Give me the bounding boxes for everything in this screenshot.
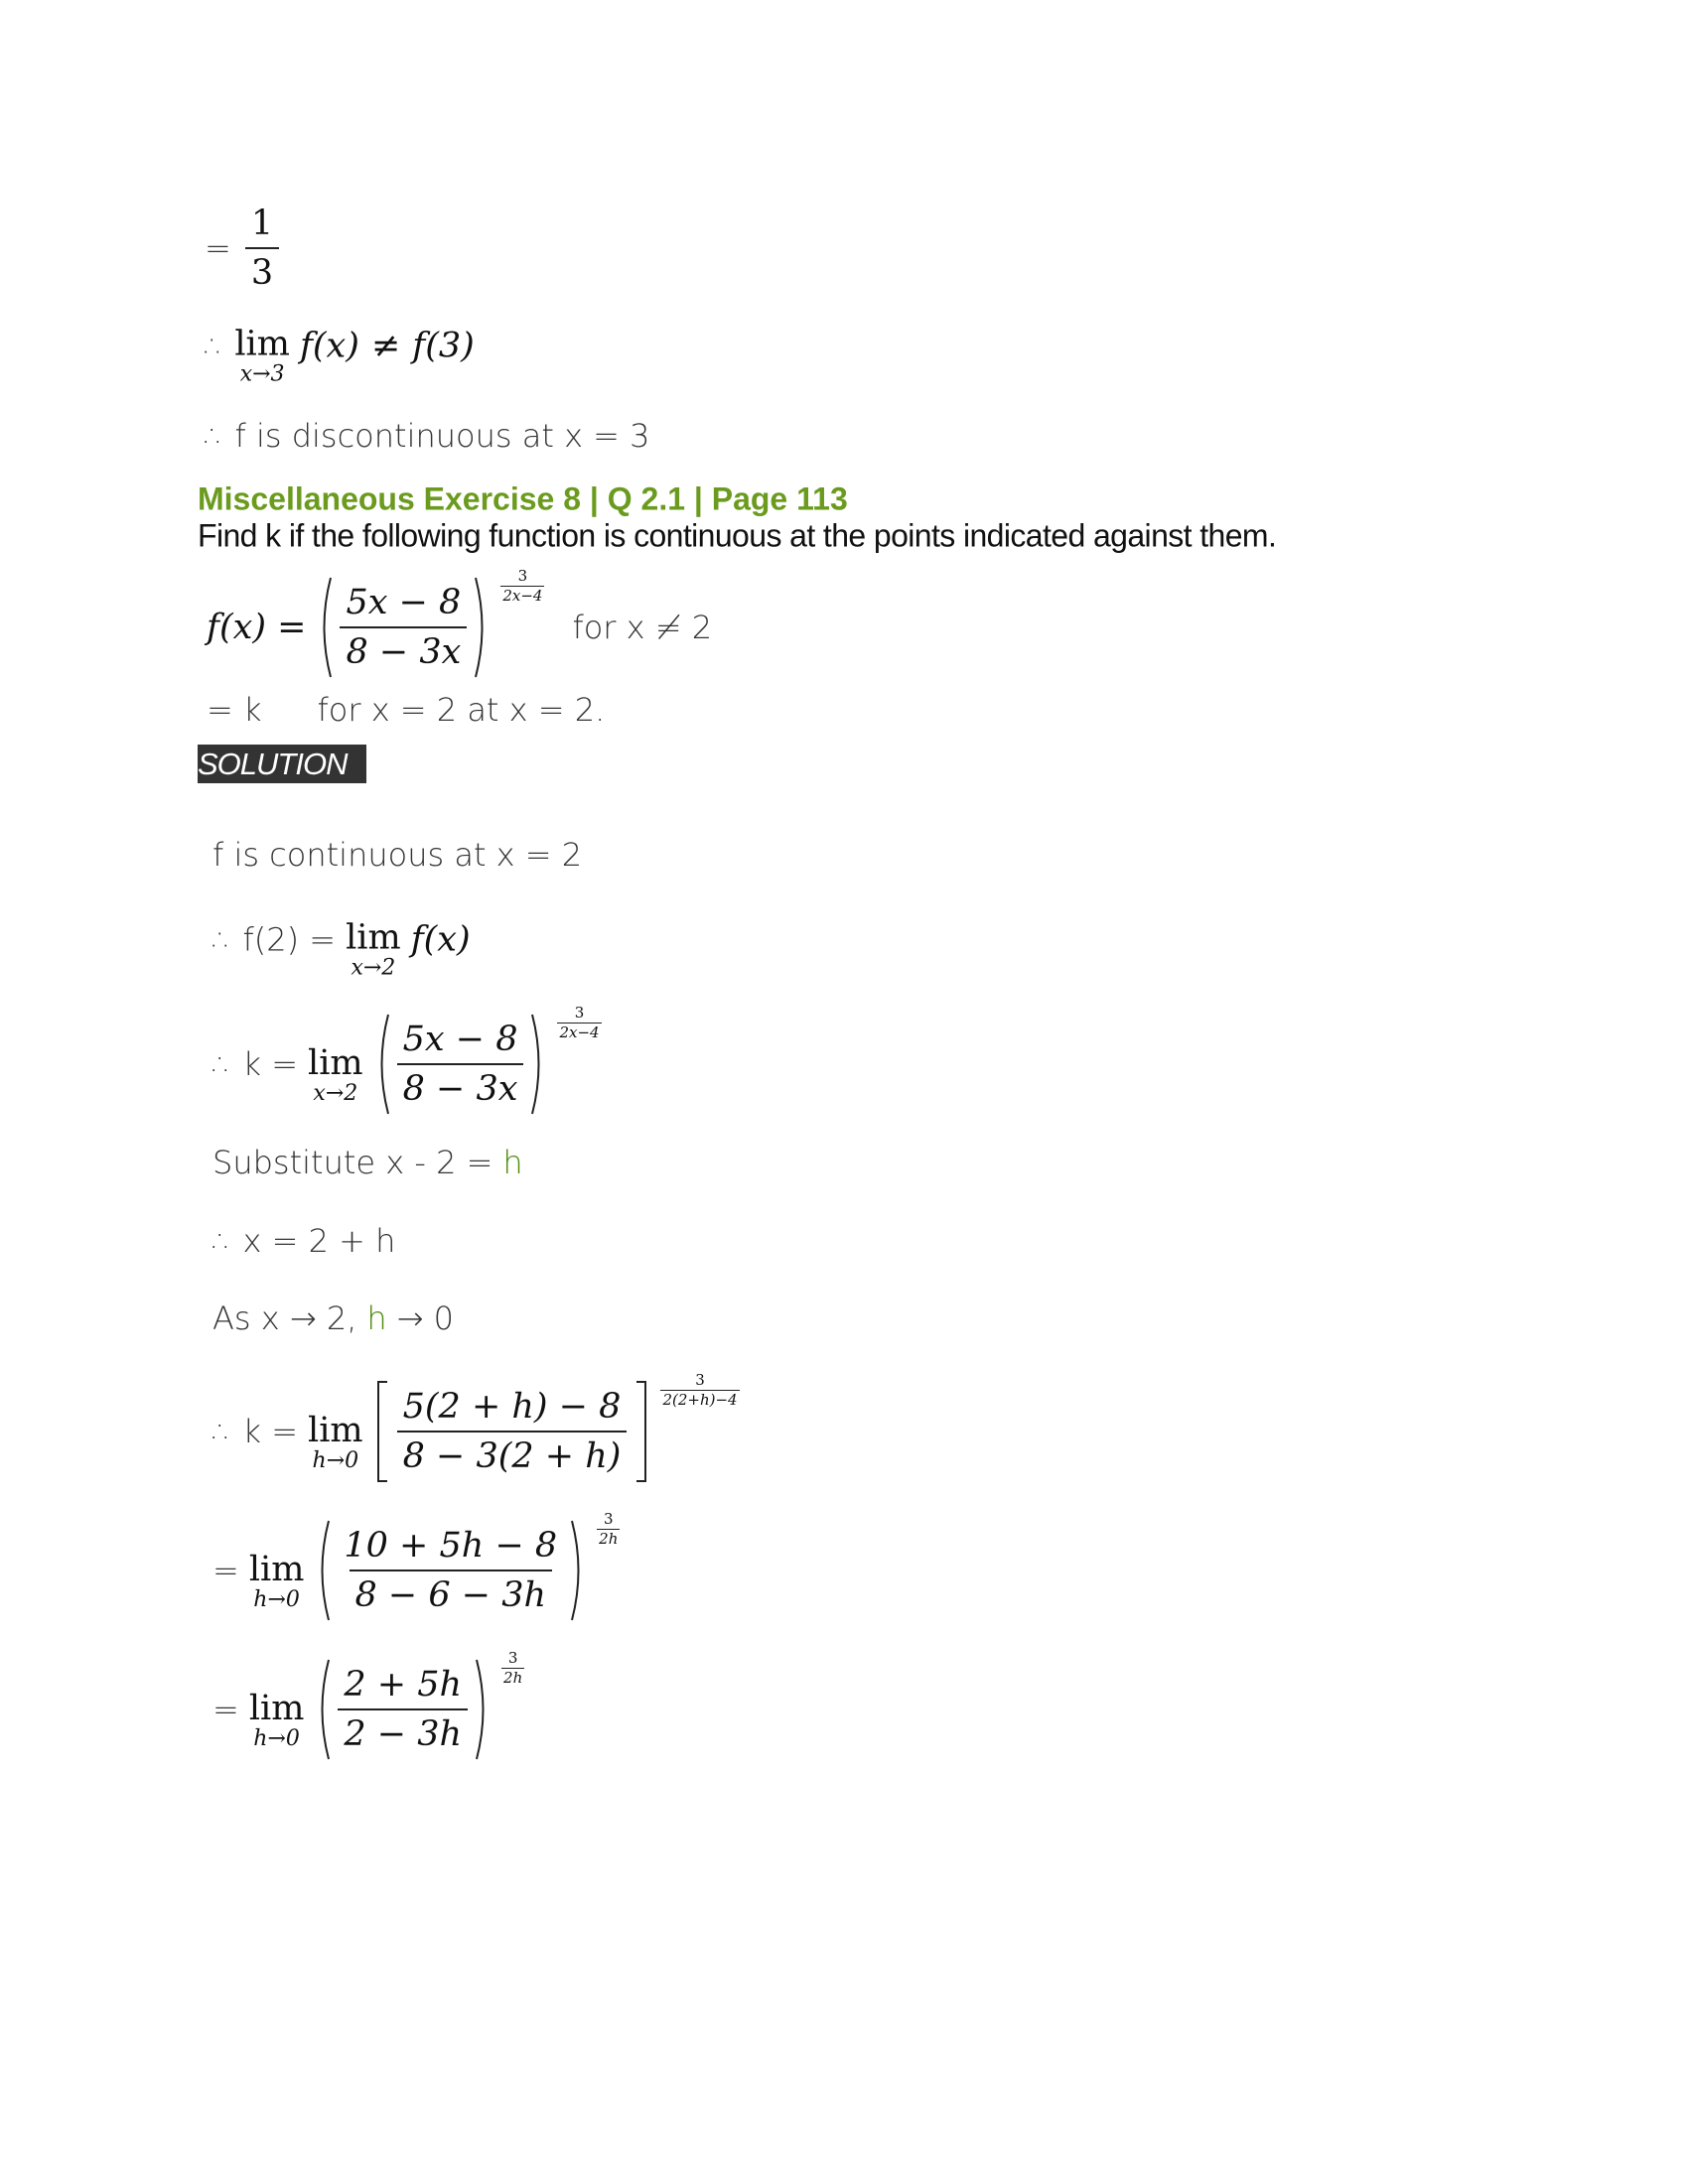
- limit: [248, 1549, 305, 1612]
- right-paren: [474, 1658, 492, 1761]
- limit-approach-line: [212, 1299, 454, 1337]
- exp-den: 2h: [599, 1529, 619, 1548]
- simplify-line-1: [212, 1510, 626, 1622]
- k-definition: [207, 691, 605, 729]
- exponent: [591, 1511, 626, 1547]
- exp-den: 2x−4: [559, 1023, 600, 1041]
- lim-label: lim: [234, 324, 290, 364]
- continuity-statement: f is continuous at x = 2: [212, 836, 583, 874]
- right-paren: [473, 576, 491, 679]
- numerator: 5(2 + h) − 8: [402, 1387, 622, 1427]
- numerator: 10 + 5h − 8: [344, 1526, 558, 1566]
- limit: [248, 1688, 305, 1751]
- limit: [234, 324, 290, 387]
- equals-sign: =: [212, 1691, 239, 1728]
- fx: f(x): [299, 326, 359, 365]
- denominator: 8 − 3x: [340, 626, 467, 672]
- exp-num: 3: [517, 567, 528, 585]
- exp-num: 3: [604, 1510, 614, 1528]
- lim-subscript: x→2: [313, 1080, 358, 1106]
- substitute-text: Substitute x - 2 =: [212, 1144, 493, 1181]
- exp-den: 2x−4: [502, 586, 543, 605]
- k-limit-line: [212, 1004, 608, 1116]
- limit: [308, 1410, 363, 1473]
- exp-num: 3: [695, 1371, 705, 1389]
- fx: f(x): [410, 919, 471, 959]
- as-text: As x → 2,: [212, 1299, 357, 1337]
- result-one-third: [205, 204, 285, 293]
- substitution-line: [212, 1144, 523, 1181]
- denominator: 2 − 3h: [338, 1708, 468, 1754]
- left-paren: [314, 1658, 332, 1761]
- lim-label: lim: [248, 1688, 305, 1728]
- discontinuous-conclusion: ∴ f is discontinuous at x = 3: [205, 417, 650, 455]
- exponent: [654, 1372, 745, 1408]
- denominator: 3: [245, 247, 279, 293]
- numerator: 2 + 5h: [344, 1665, 463, 1705]
- exp-den: 2(2+h)−4: [662, 1390, 738, 1409]
- lim-label: lim: [308, 1042, 363, 1083]
- f2-limit-line: [212, 899, 471, 980]
- equals-k: = k: [207, 691, 262, 729]
- fraction: [397, 1020, 524, 1109]
- numerator: 5x − 8: [346, 583, 462, 622]
- fraction: [245, 204, 279, 293]
- exp-num: 3: [507, 1649, 518, 1667]
- h-variable: h: [366, 1299, 387, 1337]
- right-paren: [569, 1519, 587, 1622]
- simplify-line-2: [212, 1649, 530, 1761]
- exponent: [494, 568, 550, 604]
- fraction: [397, 1387, 628, 1476]
- k-lhs: ∴ k =: [212, 1045, 299, 1083]
- left-paren: [316, 576, 334, 679]
- lim-subscript: h→0: [253, 1725, 300, 1751]
- fraction: [338, 1526, 563, 1615]
- fraction: [340, 583, 467, 672]
- solution-label: SOLUTION: [198, 745, 366, 783]
- lim-subscript: h→0: [312, 1447, 359, 1473]
- denominator: 8 − 6 − 3h: [350, 1570, 553, 1615]
- f3: f(3): [412, 326, 475, 365]
- condition-x-not-2: for x ≠ 2: [572, 609, 713, 646]
- exponent: [551, 1005, 607, 1040]
- lim-subscript: x→2: [351, 955, 396, 981]
- question-text: Find k if the following function is continuous at the points indicated against them.: [198, 517, 1277, 554]
- equals-sign: =: [205, 229, 231, 267]
- lim-label: lim: [346, 917, 401, 958]
- exponent: [495, 1650, 530, 1686]
- function-definition: [207, 567, 713, 679]
- fraction: [338, 1665, 468, 1754]
- k-lhs: ∴ k =: [212, 1413, 299, 1450]
- denominator: 8 − 3x: [397, 1063, 524, 1109]
- lim-subscript: x→3: [239, 361, 285, 387]
- not-equal: ≠: [370, 326, 401, 365]
- limit-not-equal-line: [205, 306, 475, 386]
- therefore-symbol: ∴: [205, 327, 225, 364]
- left-paren: [314, 1519, 332, 1622]
- h-variable: h: [502, 1144, 523, 1181]
- limit: [346, 917, 401, 981]
- left-paren: [373, 1013, 391, 1116]
- denominator: 8 − 3(2 + h): [397, 1431, 628, 1476]
- right-bracket: [633, 1380, 650, 1483]
- left-bracket: [373, 1380, 391, 1483]
- k-limit-h-line: [212, 1371, 746, 1483]
- arrow-zero: → 0: [396, 1299, 454, 1337]
- numerator: 1: [250, 204, 274, 243]
- f2-lhs: ∴ f(2) =: [212, 920, 337, 958]
- lim-label: lim: [308, 1410, 363, 1450]
- equals-sign: =: [212, 1552, 239, 1589]
- x-equals-line: ∴ x = 2 + h: [212, 1222, 396, 1260]
- condition-x-2: for x = 2 at x = 2.: [317, 691, 606, 729]
- lim-subscript: h→0: [253, 1586, 300, 1612]
- exp-num: 3: [574, 1004, 585, 1022]
- lim-label: lim: [248, 1549, 305, 1589]
- right-paren: [529, 1013, 547, 1116]
- fx-lhs: f(x) =: [207, 608, 307, 647]
- limit: [308, 1042, 363, 1106]
- numerator: 5x − 8: [402, 1020, 518, 1059]
- exp-den: 2h: [503, 1668, 523, 1687]
- question-heading: Miscellaneous Exercise 8 | Q 2.1 | Page 113: [198, 480, 848, 517]
